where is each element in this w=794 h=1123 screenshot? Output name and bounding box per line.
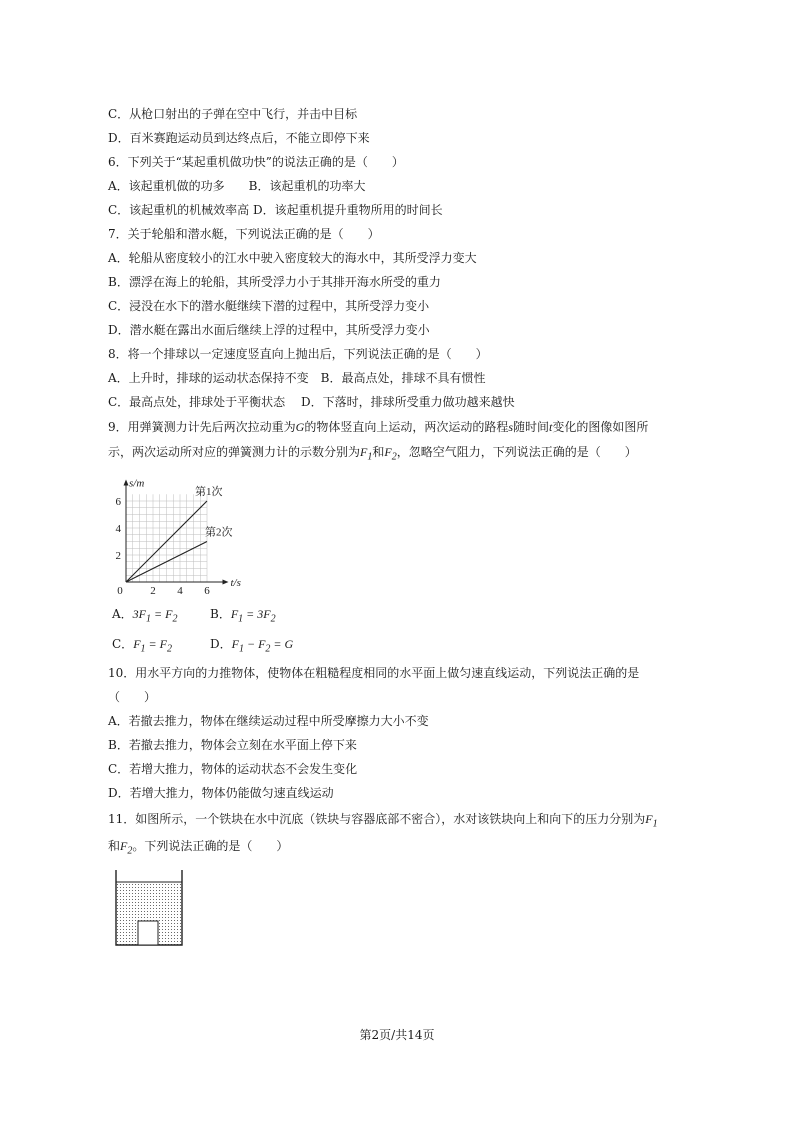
q10-paren: （ ） (108, 690, 157, 704)
q10-option-a: A．若撤去推力，物体在继续运动过程中所受摩擦力大小不变 (108, 714, 429, 728)
q11-water-container-figure (110, 868, 190, 948)
q9-stem-line1: 9．用弹簧测力计先后两次拉动重为G的物体竖直向上运动，两次运动的路程s随时间t变化的图像如图所 (108, 420, 649, 434)
x-tick-label: 6 (204, 585, 210, 597)
y-tick-label: 2 (115, 550, 121, 562)
var-F1: $F_1$ (645, 812, 658, 830)
q9-stem-line2: 示，两次运动所对应的弹簧测力计的示数分别为$F_1$和$F_2$，忽略空气阻力，下列说法正确的是（ ） (108, 445, 637, 463)
q9-option-a: A．$3F_1 = F_2$ (112, 607, 178, 625)
y-axis-arrow (124, 480, 129, 486)
page-footer: 第2页/共14页 (359, 1028, 435, 1042)
q7-option-c: C．浸没在水下的潜水艇继续下潜的过程中，其所受浮力变小 (108, 299, 430, 313)
q10-stem: 10．用水平方向的力推物体，使物体在粗糙程度相同的水平面上做匀速直线运动，下列说法正确的是 (108, 666, 640, 680)
q5-option-d: D．百米赛跑运动员到达终点后，不能立即停下来 (108, 131, 370, 145)
x-axis-label: t/s (230, 577, 241, 589)
x-tick-label: 0 (117, 585, 123, 597)
q11-stem-line1: 11．如图所示，一个铁块在水中沉底（铁块与容器底部不密合），水对该铁块向上和向下的压力分别为$F_1$ (108, 812, 658, 830)
x-axis-arrow (223, 580, 229, 585)
q5-option-c: C．从枪口射出的子弹在空中飞行，并击中目标 (108, 107, 358, 121)
var-F2: $F_2$ (384, 445, 397, 463)
q10-option-b: B．若撤去推力，物体会立刻在水平面上停下来 (108, 738, 357, 752)
q7-option-a: A．轮船从密度较小的江水中驶入密度较大的海水中，其所受浮力变大 (108, 251, 477, 265)
q11-stem-line2: 和$F_2$。下列说法正确的是（ ） (108, 839, 289, 857)
var-s: s (508, 420, 513, 434)
series-label-2: 第2次 (205, 526, 233, 539)
q6-stem: 6．下列关于“某起重机做功快”的说法正确的是（ ） (108, 155, 404, 169)
x-tick-label: 2 (150, 585, 156, 597)
y-tick-label: 6 (115, 496, 121, 508)
q7-option-d: D．潜水艇在露出水面后继续上浮的过程中，其所受浮力变小 (108, 323, 430, 337)
q9-option-b: B．$F_1 = 3F_2$ (210, 607, 276, 625)
q9-distance-time-chart (108, 473, 248, 601)
q7-stem: 7．关于轮船和潜水艇，下列说法正确的是（ ） (108, 227, 380, 241)
q8-stem: 8．将一个排球以一定速度竖直向上抛出后，下列说法正确的是（ ） (108, 347, 488, 361)
q6-options-ab: A．该起重机做的功多 B．该起重机的功率大 (108, 179, 366, 193)
var-F2: $F_2$ (120, 839, 133, 857)
var-G: G (295, 420, 305, 434)
q8-options-ab: A．上升时，排球的运动状态保持不变 B．最高点处，排球不具有惯性 (108, 371, 486, 385)
series-label-1: 第1次 (195, 486, 223, 498)
q7-option-b: B．漂浮在海上的轮船，其所受浮力小于其排开海水所受的重力 (108, 275, 441, 289)
q10-option-c: C．若增大推力，物体的运动状态不会发生变化 (108, 762, 358, 776)
q9-option-c: C．$F_1 = F_2$ (112, 637, 172, 655)
x-tick-label: 4 (177, 585, 183, 597)
q9-option-d: D．$F_1 - F_2 = G$ (210, 637, 294, 655)
y-tick-label: 4 (115, 523, 121, 535)
var-t: t (549, 420, 553, 434)
q6-options-cd: C．该起重机的机械效率高 D．该起重机提升重物所用的时间长 (108, 203, 443, 217)
y-axis-label: s/m (129, 477, 145, 490)
var-F1: $F_1$ (360, 445, 373, 463)
q8-options-cd: C．最高点处，排球处于平衡状态 D．下落时，排球所受重力做功越来越快 (108, 395, 515, 409)
q10-option-d: D．若增大推力，物体仍能做匀速直线运动 (108, 786, 334, 800)
iron-block (138, 921, 158, 945)
